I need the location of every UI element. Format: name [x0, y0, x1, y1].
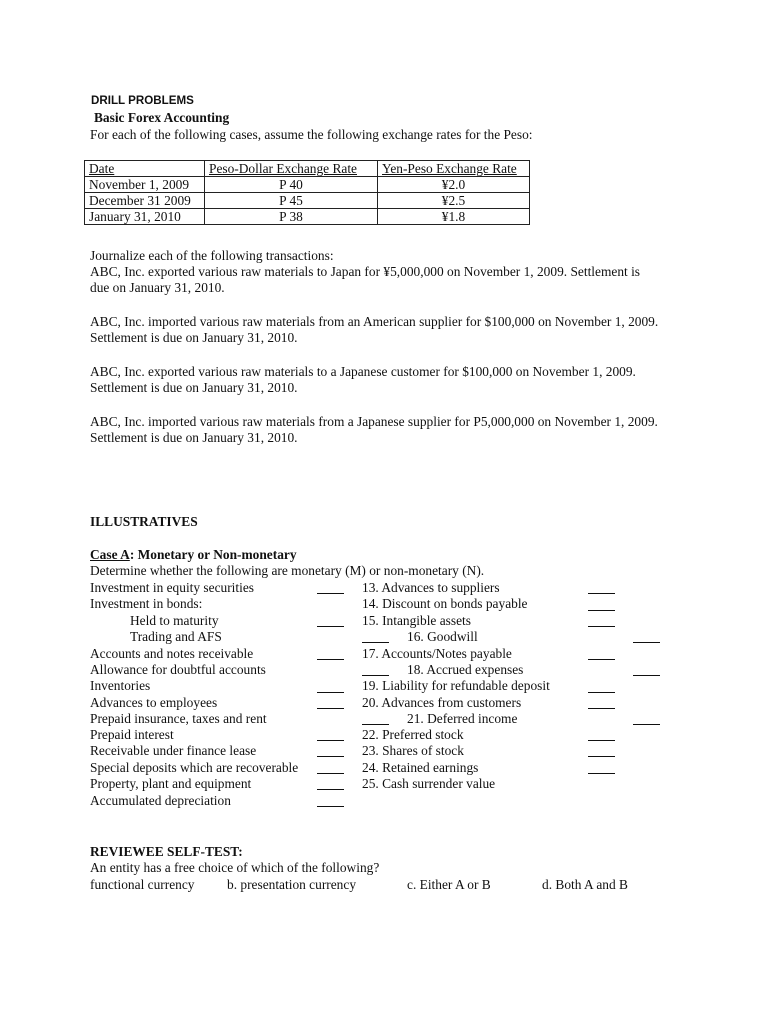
list-item-right: 24. Retained earnings — [362, 760, 479, 775]
table-cell: P 38 — [205, 209, 378, 225]
answer-blank — [317, 756, 344, 757]
table-row — [85, 209, 530, 225]
answer-blank — [588, 708, 615, 709]
table-cell: November 1, 2009 — [85, 177, 205, 193]
journalize-instruction: Journalize each of the following transactions: — [90, 248, 334, 263]
answer-blank — [588, 740, 615, 741]
answer-blank — [317, 773, 344, 774]
answer-blank — [588, 659, 615, 660]
case-heading — [90, 547, 297, 563]
list-item-right: 16. Goodwill — [407, 629, 478, 644]
section-heading-illustratives: ILLUSTRATIVES — [90, 514, 198, 529]
transaction-3-line-2: Settlement is due on January 31, 2010. — [90, 380, 298, 395]
transaction-4-line-2: Settlement is due on January 31, 2010. — [90, 430, 298, 445]
list-item-left: Prepaid interest — [90, 727, 174, 742]
transaction-3-line-1: ABC, Inc. exported various raw materials to a Japanese customer for $100,000 on November 1, 2009. — [90, 364, 636, 379]
table-header-cell: Yen-Peso Exchange Rate — [378, 161, 530, 177]
section-subheading: Basic Forex Accounting — [94, 110, 230, 125]
table-cell: ¥1.8 — [378, 209, 530, 225]
answer-blank — [362, 724, 389, 725]
exchange-rate-table — [84, 160, 530, 225]
answer-blank — [633, 642, 660, 643]
list-item-left: Prepaid insurance, taxes and rent — [90, 711, 267, 726]
answer-blank — [588, 593, 615, 594]
list-item-left: Held to maturity — [130, 613, 219, 628]
case-label: Case A — [90, 547, 130, 562]
option-d: d. Both A and B — [542, 877, 628, 892]
case-instruction: Determine whether the following are monetary (M) or non-monetary (N). — [90, 563, 485, 578]
list-item-right: 15. Intangible assets — [362, 613, 471, 628]
option-c: c. Either A or B — [407, 877, 491, 892]
transaction-2-line-1: ABC, Inc. imported various raw materials from an American supplier for $100,000 on November 1, 2009. — [90, 314, 659, 329]
transaction-1-line-1: ABC, Inc. exported various raw materials to Japan for ¥5,000,000 on November 1, 2009. Settlement is — [90, 264, 641, 279]
case-title: : Monetary or Non-monetary — [129, 547, 297, 562]
list-item-right: 20. Advances from customers — [362, 695, 522, 710]
answer-blank — [588, 692, 615, 693]
answer-blank — [317, 692, 344, 693]
section-heading-drill: DRILL PROBLEMS — [91, 94, 194, 107]
list-item-left: Investment in bonds: — [90, 596, 203, 611]
table-header-cell: Date — [85, 161, 205, 177]
list-item-left: Accounts and notes receivable — [90, 646, 254, 661]
list-item-left: Advances to employees — [90, 695, 218, 710]
answer-blank — [588, 626, 615, 627]
list-item-left: Trading and AFS — [130, 629, 222, 644]
answer-blank — [317, 740, 344, 741]
answer-blank — [362, 675, 389, 676]
list-item-left: Inventories — [90, 678, 151, 693]
list-item-right: 17. Accounts/Notes payable — [362, 646, 512, 661]
list-item-right: 13. Advances to suppliers — [362, 580, 500, 595]
table-header-row — [85, 161, 530, 177]
answer-blank — [588, 773, 615, 774]
answer-blank — [317, 806, 344, 807]
transaction-1-line-2: due on January 31, 2010. — [90, 280, 225, 295]
answer-blank — [362, 642, 389, 643]
table-cell: December 31 2009 — [85, 193, 205, 209]
list-item-left: Receivable under finance lease — [90, 743, 257, 758]
section-heading-selftest: REVIEWEE SELF-TEST: — [90, 844, 243, 859]
option-b: b. presentation currency — [227, 877, 357, 892]
answer-blank — [317, 659, 344, 660]
answer-blank — [588, 756, 615, 757]
table-cell: ¥2.0 — [378, 177, 530, 193]
answer-blank — [317, 593, 344, 594]
table-row — [85, 177, 530, 193]
table-row — [85, 193, 530, 209]
list-item-right: 18. Accrued expenses — [407, 662, 524, 677]
list-item-left: Accumulated depreciation — [90, 793, 231, 808]
list-item-right: 19. Liability for refundable deposit — [362, 678, 550, 693]
list-item-left: Allowance for doubtful accounts — [90, 662, 266, 677]
answer-blank — [633, 675, 660, 676]
list-item-left: Investment in equity securities — [90, 580, 254, 595]
list-item-left: Property, plant and equipment — [90, 776, 252, 791]
table-cell: January 31, 2010 — [85, 209, 205, 225]
list-item-right: 23. Shares of stock — [362, 743, 464, 758]
answer-blank — [588, 610, 615, 611]
selftest-question: An entity has a free choice of which of the following? — [90, 860, 380, 875]
list-item-right: 14. Discount on bonds payable — [362, 596, 528, 611]
answer-blank — [317, 626, 344, 627]
list-item-right: 22. Preferred stock — [362, 727, 464, 742]
table-header-cell: Peso-Dollar Exchange Rate — [205, 161, 378, 177]
list-item-left: Special deposits which are recoverable — [90, 760, 299, 775]
list-item-right: 25. Cash surrender value — [362, 776, 496, 791]
table-cell: ¥2.5 — [378, 193, 530, 209]
answer-blank — [317, 708, 344, 709]
answer-blank — [633, 724, 660, 725]
intro-text: For each of the following cases, assume the following exchange rates for the Peso: — [90, 127, 533, 142]
list-item-right: 21. Deferred income — [407, 711, 518, 726]
transaction-2-line-2: Settlement is due on January 31, 2010. — [90, 330, 298, 345]
answer-blank — [317, 789, 344, 790]
table-cell: P 40 — [205, 177, 378, 193]
transaction-4-line-1: ABC, Inc. imported various raw materials from a Japanese supplier for P5,000,000 on November 1, 2009. — [90, 414, 658, 429]
option-a: functional currency — [90, 877, 195, 892]
table-cell: P 45 — [205, 193, 378, 209]
